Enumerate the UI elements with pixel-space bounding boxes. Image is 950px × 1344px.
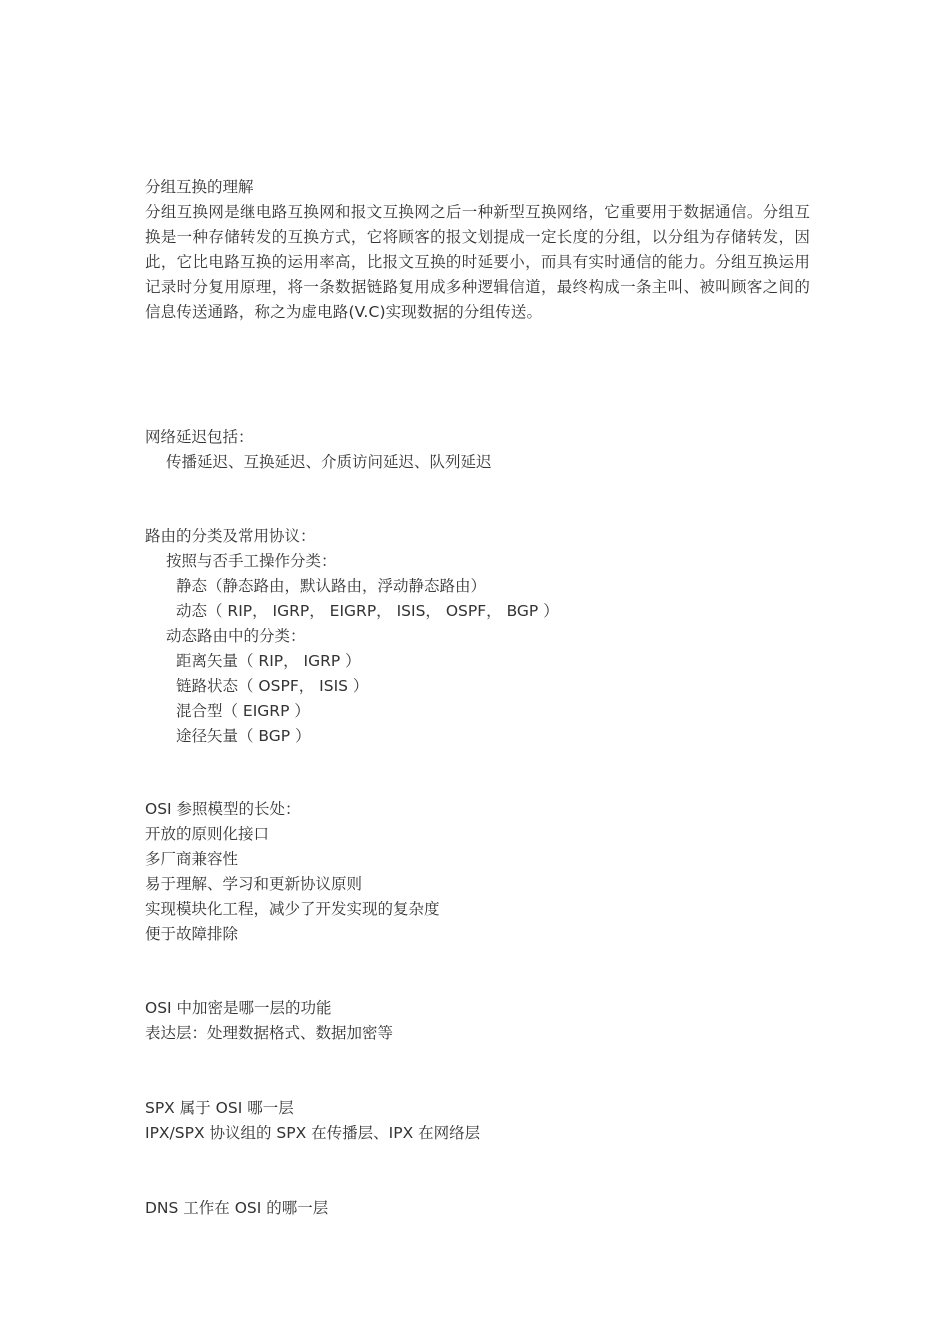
list-item: 传播延迟、互换延迟、介质访问延迟、队列延迟	[166, 453, 492, 471]
section-title: SPX 属于 OSI 哪一层	[145, 1099, 294, 1117]
osi-advantages-section	[145, 797, 810, 947]
dns-section	[145, 1196, 810, 1221]
packet-switching-section	[145, 175, 810, 325]
list-item: 多厂商兼容性	[145, 850, 239, 868]
section-title: 网络延迟包括：	[145, 428, 254, 446]
routing-section	[145, 524, 810, 749]
spx-section	[145, 1096, 810, 1146]
list-item: 静态（静态路由，默认路由，浮动静态路由）	[176, 577, 487, 595]
network-delay-section	[145, 425, 810, 475]
osi-encryption-section	[145, 996, 810, 1046]
list-item: 距离矢量（ RIP， IGRP ）	[176, 652, 361, 670]
list-item: 开放的原则化接口	[145, 825, 270, 843]
subsection-label: 按照与否手工操作分类：	[166, 552, 337, 570]
section-title: OSI 中加密是哪一层的功能	[145, 999, 332, 1017]
list-item: 易于理解、学习和更新协议原则	[145, 875, 363, 893]
section-paragraph: 分组互换网是继电路互换网和报文互换网之后一种新型互换网络，它重要用于数据通信。分组互换是一种存储转发的互换方式，它将顾客的报文划提成一定长度的分组，以分组为存储转发，因此，它比电路互换的运用率高，比报文互换的时延要小，而具有实时通信的能力。分组互换运用记录时分复用原理，将一条数据链路复用成多种逻辑信道，最终构成一条主叫、被叫顾客之间的信息传送通路，称之为虚电路(V.C)实现数据的分组传送。	[145, 203, 810, 321]
section-title: 路由的分类及常用协议：	[145, 527, 316, 545]
list-item: 混合型（ EIGRP ）	[176, 702, 310, 720]
answer-text: IPX/SPX 协议组的 SPX 在传播层、IPX 在网络层	[145, 1124, 481, 1142]
list-item: 动态（ RIP， IGRP， EIGRP， ISIS， OSPF， BGP ）	[176, 602, 559, 620]
answer-text: 表达层：处理数据格式、数据加密等	[145, 1024, 394, 1042]
section-title: OSI 参照模型的长处：	[145, 800, 301, 818]
section-title: 分组互换的理解	[145, 178, 254, 196]
section-title: DNS 工作在 OSI 的哪一层	[145, 1199, 329, 1217]
list-item: 途径矢量（ BGP ）	[176, 727, 311, 745]
list-item: 链路状态（ OSPF， ISIS ）	[176, 677, 369, 695]
list-item: 便于故障排除	[145, 925, 239, 943]
subsection-label: 动态路由中的分类：	[166, 627, 306, 645]
list-item: 实现模块化工程，减少了开发实现的复杂度	[145, 900, 440, 918]
